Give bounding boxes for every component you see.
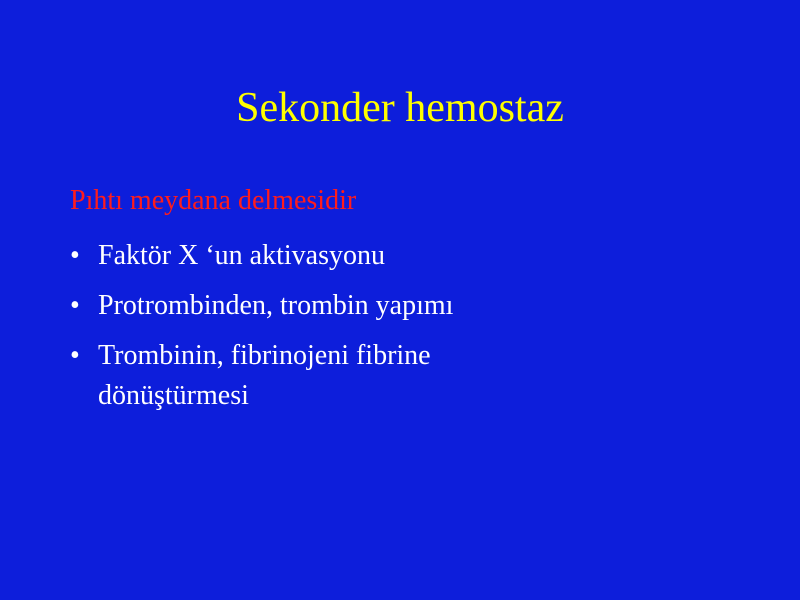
slide-subtitle: Pıhtı meydana delmesidir bbox=[70, 185, 357, 216]
bullet-item bbox=[70, 286, 770, 326]
bullet-icon: • bbox=[70, 240, 80, 271]
slide-title: Sekonder hemostaz bbox=[236, 85, 564, 131]
bullet-text: Protrombinden, trombin yapımı bbox=[98, 290, 454, 321]
bullet-text: Faktör X ‘un aktivasyonu bbox=[98, 240, 385, 271]
bullet-icon: • bbox=[70, 340, 80, 371]
bullet-list bbox=[70, 236, 770, 426]
bullet-icon: • bbox=[70, 290, 80, 321]
bullet-item bbox=[70, 336, 770, 416]
bullet-text: Trombinin, fibrinojeni fibrine dönüştürmesi bbox=[98, 340, 431, 411]
bullet-item bbox=[70, 236, 770, 276]
